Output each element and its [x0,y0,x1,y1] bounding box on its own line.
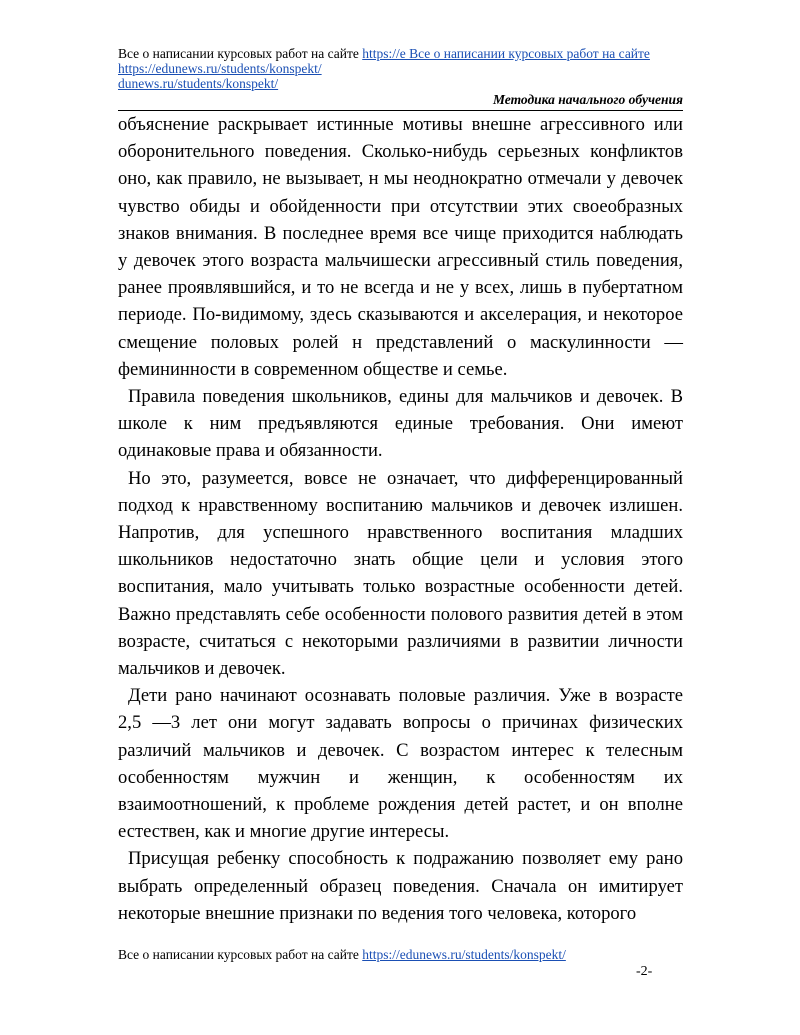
page-header [118,46,688,91]
paragraph-1: объяснение раскрывает истинные мотивы внешне агрессивного или оборонительного поведения. Сколько-нибудь серьезных конфликтов оно, как правило, не вызывает, н мы неоднократно отмечали у девочек чувство обиды и обойденности при отсутствии этих своеобразных знаков внимания. В последнее время все чище приходится наблюдать у девочек этого возраста мальчишески агрессивный стиль поведения, ранее проявлявшийся, и то не всегда и не у всех, лишь в пубертатном периоде. По-видимому, здесь сказываются и акселерация, и некоторое смещение половых ролей н представлений о маскулинности — фемининности в современном обществе и семье. [118,114,683,380]
header-link-2[interactable]: https://edunews.ru/students/konspekt/ [118,61,322,76]
header-link-3[interactable]: dunews.ru/students/konspekt/ [118,76,279,91]
paragraph-3: Но это, разумеется, вовсе не означает, что дифференцированный подход к нравственному воспитанию мальчиков и девочек излишен. Напротив, для успешного нравственного воспитания младших школьников недостаточно знать общие цели и условия этого воспитания, мало учитывать только возрастные особенности детей. Важно представлять себе особенности полового развития детей в этом возрасте, считаться с некоторыми различиями в развитии личности мальчиков и девочек. [118,467,683,680]
footer-prefix: Все о написании курсовых работ на сайте [118,947,363,962]
body-text [118,111,683,927]
header-link-1[interactable]: https://e Все о написании курсовых работ на сайте [362,46,650,61]
page-footer [118,947,688,962]
footer-link[interactable]: https://edunews.ru/students/konspekt/ [362,947,566,962]
paragraph-4: Дети рано начинают осознавать половые различия. Уже в возрасте 2,5 —3 лет они могут задавать вопросы о причинах физических различий мальчиков и девочек. С возрастом интерес к телесным особенностям мужчин и женщин, к особенностям их взаимоотношений, к проблеме рождения детей растет, и он вполне естествен, как и многие другие интересы. [118,685,683,843]
paragraph-2: Правила поведения школьников, едины для мальчиков и девочек. В школе к ним предъявляются единые требования. Они имеют одинаковые права и обязанности. [118,386,683,462]
page-number: -2- [636,964,653,979]
header-prefix: Все о написании курсовых работ на сайте [118,46,363,61]
paragraph-5: Присущая ребенку способность к подражанию позволяет ему рано выбрать определенный образец поведения. Сначала он имитирует некоторые внешние признаки по ведения того человека, которого [118,848,683,924]
running-title: Методика начального обучения [492,92,683,107]
